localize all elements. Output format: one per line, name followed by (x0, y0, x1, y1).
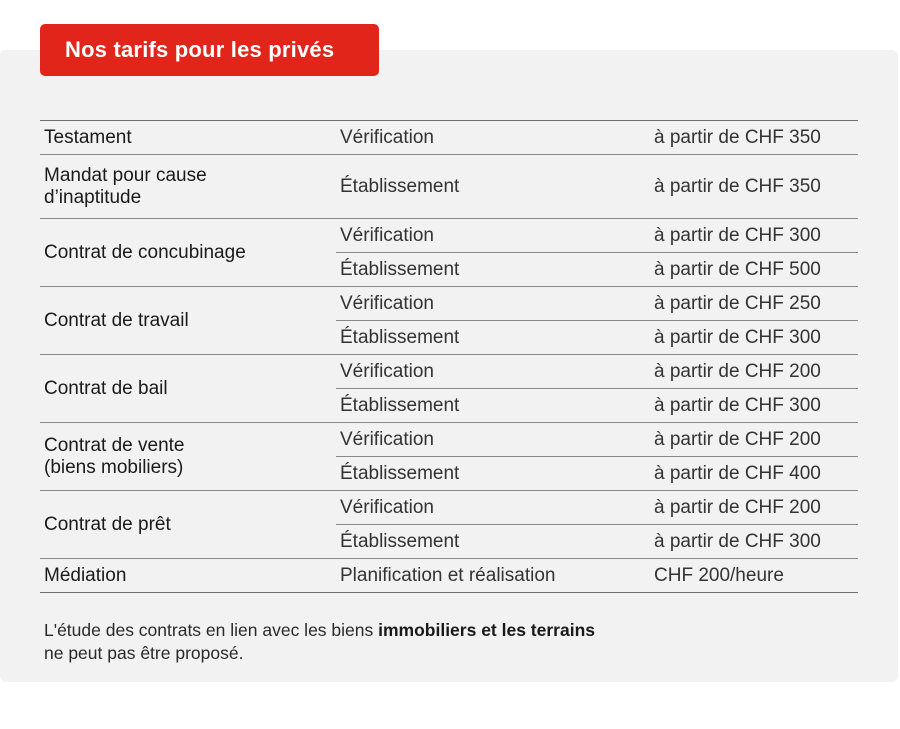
table-row (40, 219, 858, 253)
table-row (40, 155, 858, 219)
service-type: Vérification (336, 491, 652, 525)
category-line: Mandat pour cause (44, 164, 207, 186)
service-type: Établissement (336, 389, 652, 423)
category-line: Contrat de vente (44, 434, 185, 456)
service-price: à partir de CHF 350 (652, 121, 858, 155)
page-title: Nos tarifs pour les privés (40, 24, 379, 76)
service-type: Établissement (336, 155, 652, 219)
service-price: à partir de CHF 300 (652, 219, 858, 253)
service-type: Vérification (336, 287, 652, 321)
note-text: L'étude des contrats en lien avec les biens (44, 620, 379, 640)
note-text-2: ne peut pas être proposé. (44, 643, 244, 663)
table-row (40, 355, 858, 389)
tariff-table (40, 120, 858, 593)
table-row (40, 491, 858, 525)
service-price: à partir de CHF 300 (652, 321, 858, 355)
service-price: à partir de CHF 200 (652, 491, 858, 525)
service-price: à partir de CHF 400 (652, 457, 858, 491)
service-price: à partir de CHF 500 (652, 253, 858, 287)
service-type: Établissement (336, 321, 652, 355)
category-line: (biens mobiliers) (44, 456, 184, 478)
table-row (40, 287, 858, 321)
service-type: Planification et réalisation (336, 559, 652, 593)
service-price: à partir de CHF 350 (652, 155, 858, 219)
service-type: Vérification (336, 121, 652, 155)
service-type: Établissement (336, 253, 652, 287)
note-bold: immobiliers et les terrains (378, 620, 596, 640)
service-price: à partir de CHF 200 (652, 355, 858, 389)
category-pret: Contrat de prêt (40, 491, 336, 559)
service-price: à partir de CHF 200 (652, 423, 858, 457)
footnote (44, 619, 824, 665)
service-price: à partir de CHF 300 (652, 389, 858, 423)
category-travail: Contrat de travail (40, 287, 336, 355)
table-row (40, 121, 858, 155)
service-type: Vérification (336, 355, 652, 389)
service-price: à partir de CHF 250 (652, 287, 858, 321)
service-type: Vérification (336, 219, 652, 253)
category-vente (40, 423, 336, 491)
table-row (40, 559, 858, 593)
service-type: Vérification (336, 423, 652, 457)
table-row (40, 423, 858, 457)
category-line: d’inaptitude (44, 186, 142, 208)
category-concubinage: Contrat de concubinage (40, 219, 336, 287)
category-mandat (40, 155, 336, 219)
service-price: CHF 200/heure (652, 559, 858, 593)
service-price: à partir de CHF 300 (652, 525, 858, 559)
category-bail: Contrat de bail (40, 355, 336, 423)
category-testament: Testament (40, 121, 336, 155)
category-mediation: Médiation (40, 559, 336, 593)
service-type: Établissement (336, 457, 652, 491)
service-type: Établissement (336, 525, 652, 559)
